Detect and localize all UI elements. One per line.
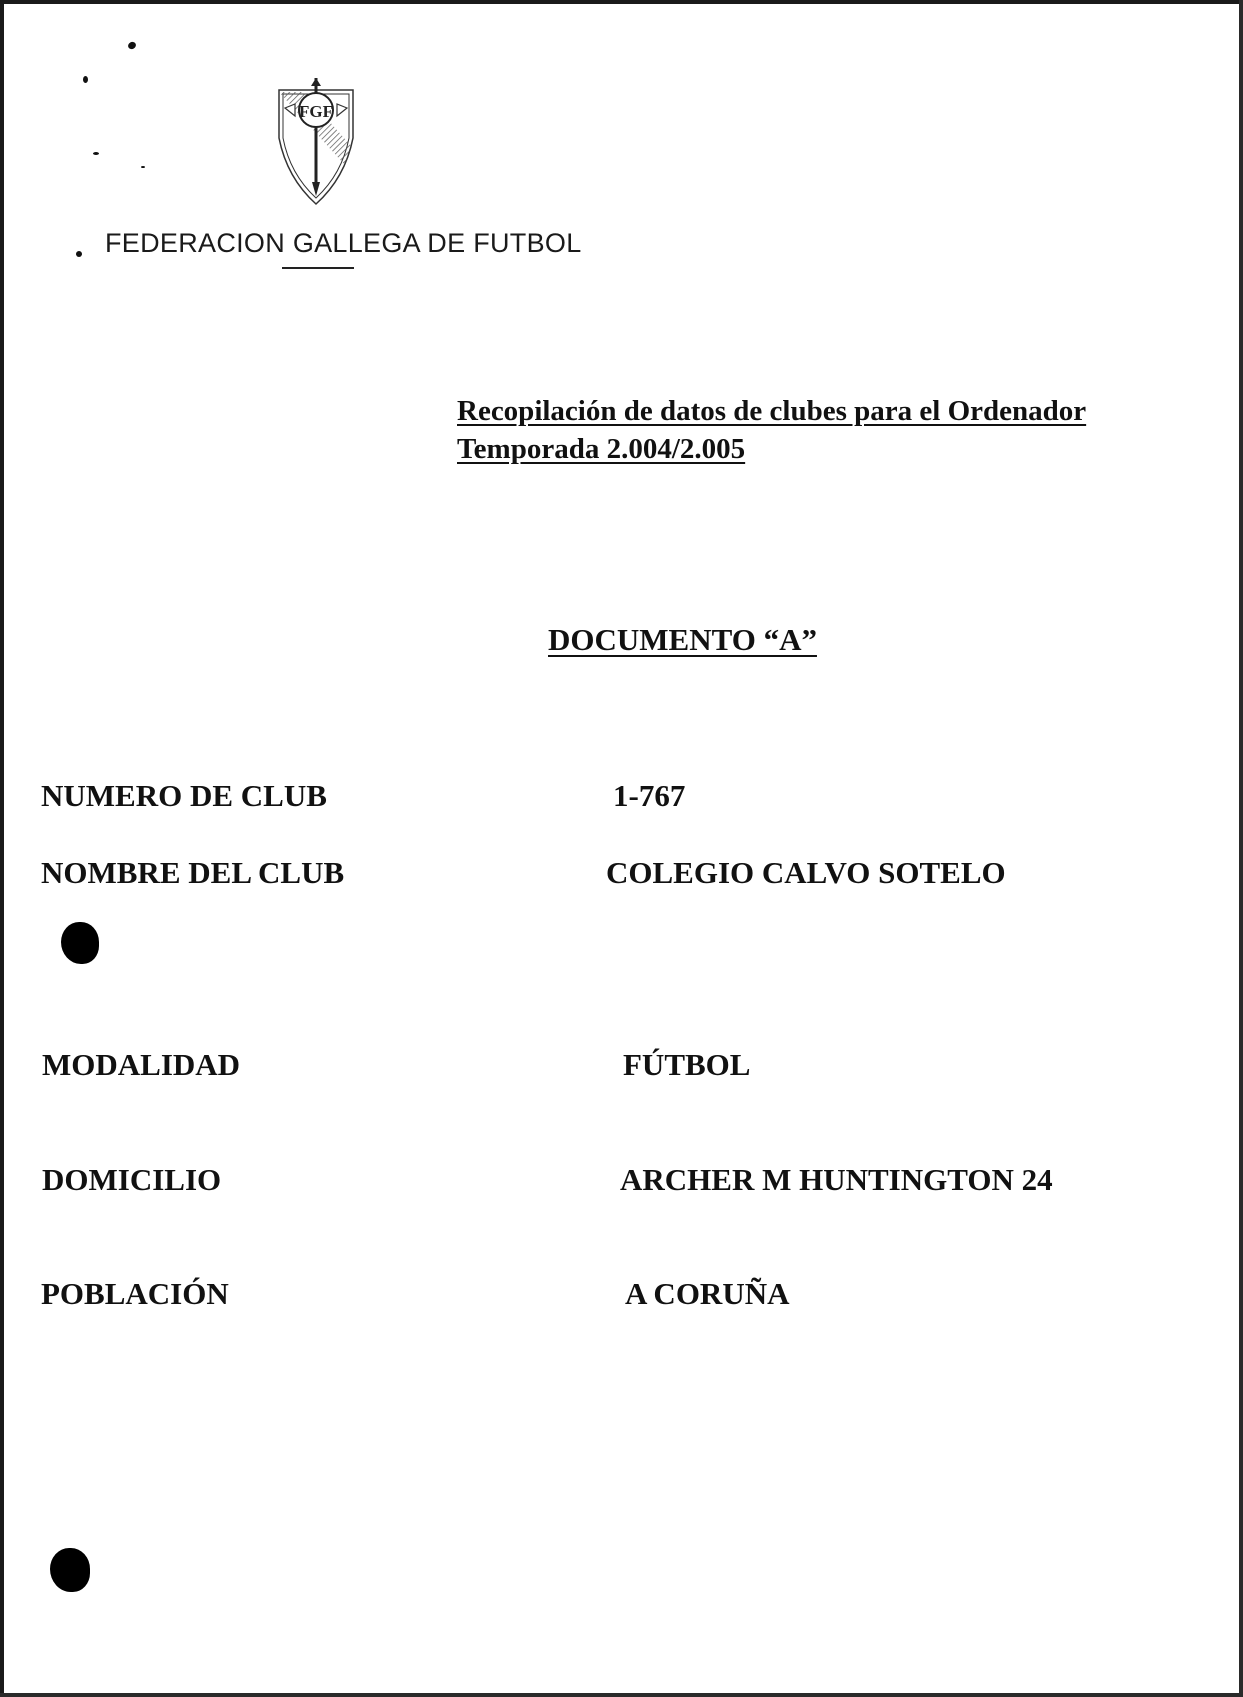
scan-speck (83, 76, 88, 83)
club-number-label: NUMERO DE CLUB (41, 778, 327, 813)
federation-crest-logo (275, 78, 357, 208)
punch-hole (61, 922, 99, 964)
punch-hole (50, 1548, 90, 1592)
town-value: A CORUÑA (625, 1276, 790, 1311)
document-heading: DOCUMENTO “A” (548, 622, 817, 657)
club-name-value: COLEGIO CALVO SOTELO (606, 855, 1006, 890)
federation-underline (282, 267, 354, 269)
scan-speck (127, 40, 137, 50)
modality-value: FÚTBOL (623, 1047, 751, 1082)
address-value: ARCHER M HUNTINGTON 24 (620, 1162, 1053, 1197)
federation-name: FEDERACION GALLEGA DE FUTBOL (105, 228, 582, 258)
scan-speck (93, 152, 99, 155)
season-line: Temporada 2.004/2.005 (457, 433, 746, 465)
club-name-label: NOMBRE DEL CLUB (41, 855, 345, 890)
scan-edge-left (0, 0, 4, 1697)
scan-edge-top (0, 0, 1243, 4)
document-title-line-1: Recopilación de datos de clubes para el Ordenador (457, 395, 1087, 427)
scan-speck (141, 166, 145, 168)
scan-edge-right (1239, 0, 1243, 1697)
address-label: DOMICILIO (42, 1162, 222, 1197)
crest-monogram: FGF (299, 102, 333, 121)
scan-speck (76, 251, 82, 257)
scan-edge-bottom (0, 1693, 1243, 1697)
document-title (457, 392, 1086, 468)
club-number-value: 1-767 (613, 778, 686, 813)
town-label: POBLACIÓN (41, 1276, 229, 1311)
modality-label: MODALIDAD (42, 1047, 241, 1082)
